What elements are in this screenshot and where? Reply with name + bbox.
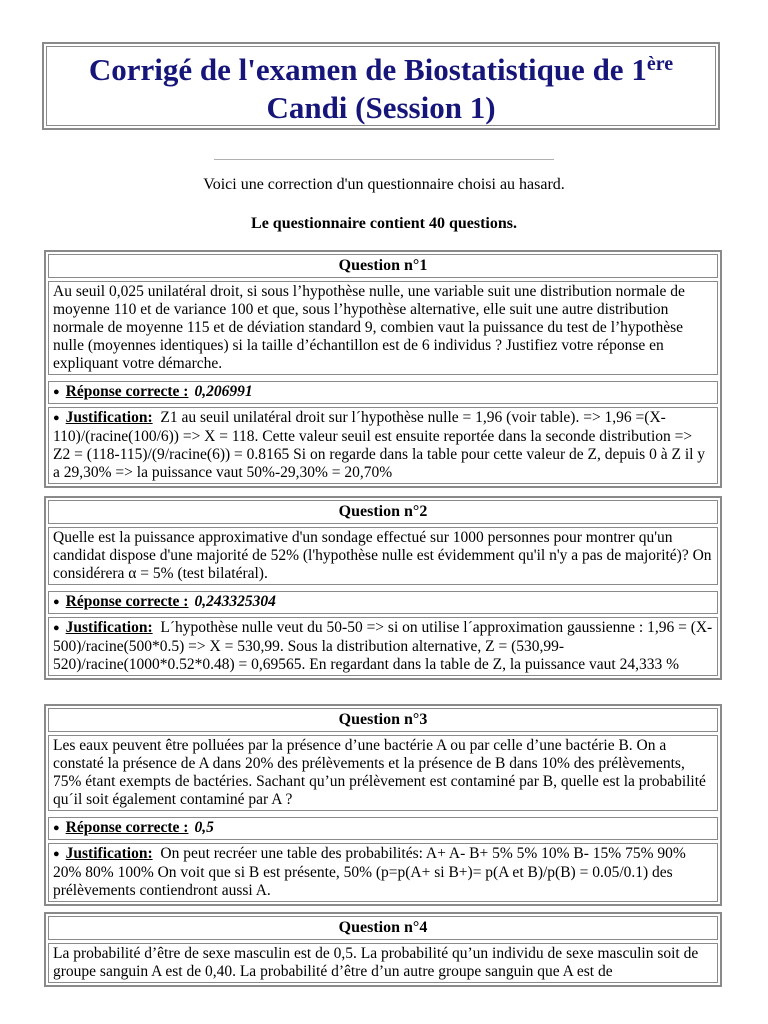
answer-row xyxy=(48,817,718,840)
horizontal-divider xyxy=(214,159,554,160)
justification-text: L´hypothèse nulle veut du 50-50 => si on utilise l´approximation gaussienne : 1,96 = (X-500)/racine(500*0.5) => X = 530,99. Sous la distribution alternative, Z = (530,99-520)/racine(1000*0.52*0.48) = 0,69565. En regardant dans la table de Z, la puissance vaut 24,333 % xyxy=(53,619,713,673)
question-block-3 xyxy=(44,704,722,906)
answer-row xyxy=(48,381,718,404)
page-title-line1: Corrigé de l'examen de Biostatistique de 1 xyxy=(88,52,647,87)
intro-text: Voici une correction d'un questionnaire choisi au hasard. xyxy=(203,176,565,193)
question-title: Question n°2 xyxy=(48,500,718,524)
question-text: Les eaux peuvent être polluées par la présence d’une bactérie A ou par celle d’une bactérie B. On a constaté la présence de A dans 20% des prélèvements et la présence de B dans 10% des prélèvements, 75% étant exempts de bactéries. Sachant qu’un prélèvement est contaminé par B, quelle est la probabilité qu´il soit également contaminé par A ? xyxy=(48,735,718,811)
question-block-4 xyxy=(44,912,722,987)
bullet-icon: ● xyxy=(53,822,60,834)
question-title: Question n°1 xyxy=(48,254,718,278)
question-block-1 xyxy=(44,250,722,488)
page-title xyxy=(47,51,715,127)
question-text: Quelle est la puissance approximative d'un sondage effectué sur 1000 personnes pour montrer qu'un candidat dispose d'une majorité de 52% (l'hypothèse nulle est évidemment qu'il n'y a pas de majorité)? On considérera α = 5% (test bilatéral). xyxy=(48,527,718,585)
answer-label: Réponse correcte : xyxy=(65,383,189,400)
page-title-inner xyxy=(46,46,716,126)
page-title-line2: Candi (Session 1) xyxy=(266,90,496,125)
answer-value: 0,206991 xyxy=(194,383,253,400)
question-title: Question n°3 xyxy=(48,708,718,732)
answer-value: 0,243325304 xyxy=(194,593,276,610)
question-text: La probabilité d’être de sexe masculin est de 0,5. La probabilité qu’un individu de sexe masculin soit de groupe sanguin A est de 0,40. La probabilité d’être d’un autre groupe sanguin que A est de xyxy=(48,943,718,983)
justification-text: Z1 au seuil unilatéral droit sur l´hypothèse nulle = 1,96 (voir table). => 1,96 =(X-110)/(racine(100/6)) => X = 118. Cette valeur seuil est ensuite reportée dans la seconde distribution => Z2 = (118-115)/(9/racine(6)) = 0.8165 Si on regarde dans la table pour cette valeur de Z, depuis 0 à Z il y a 29,30% => la puissance vaut 50%-29,30% = 20,70% xyxy=(53,409,706,481)
justification-row xyxy=(48,407,718,484)
justification-label: Justification: xyxy=(65,845,153,862)
bullet-icon: ● xyxy=(53,386,60,398)
justification-label: Justification: xyxy=(65,619,153,636)
question-text: Au seuil 0,025 unilatéral droit, si sous l’hypothèse nulle, une variable suit une distribution normale de moyenne 110 et de variance 100 et que, sous l’hypothèse alternative, elle suit une autre distribution normale de moyenne 115 et de déviation standard 9, combien vaut la puissance du test de l’hypothèse nulle (moyennes identiques) si la taille d’échantillon est de 6 individus ? Justifiez votre réponse en expliquant votre démarche. xyxy=(48,281,718,375)
bullet-icon: ● xyxy=(53,412,60,424)
bullet-icon: ● xyxy=(53,622,60,634)
question-block-2 xyxy=(44,496,722,680)
answer-value: 0,5 xyxy=(194,819,214,836)
question-count-text: Le questionnaire contient 40 questions. xyxy=(251,215,517,232)
page-title-box xyxy=(42,42,720,130)
question-title: Question n°4 xyxy=(48,916,718,940)
justification-label: Justification: xyxy=(65,409,153,426)
bullet-icon: ● xyxy=(53,848,60,860)
bullet-icon: ● xyxy=(53,596,60,608)
answer-row xyxy=(48,591,718,614)
justification-row xyxy=(48,843,718,902)
justification-row xyxy=(48,617,718,676)
justification-text: On peut recréer une table des probabilités: A+ A- B+ 5% 5% 10% B- 15% 75% 90% 20% 80% 100% On voit que si B est présente, 50% (p=p(A+ si B+)= p(A et B)/p(B) = 0.05/0.1) des prélèvements contiendront aussi A. xyxy=(53,845,686,899)
page-title-superscript: ère xyxy=(646,53,674,75)
answer-label: Réponse correcte : xyxy=(65,593,189,610)
answer-label: Réponse correcte : xyxy=(65,819,189,836)
